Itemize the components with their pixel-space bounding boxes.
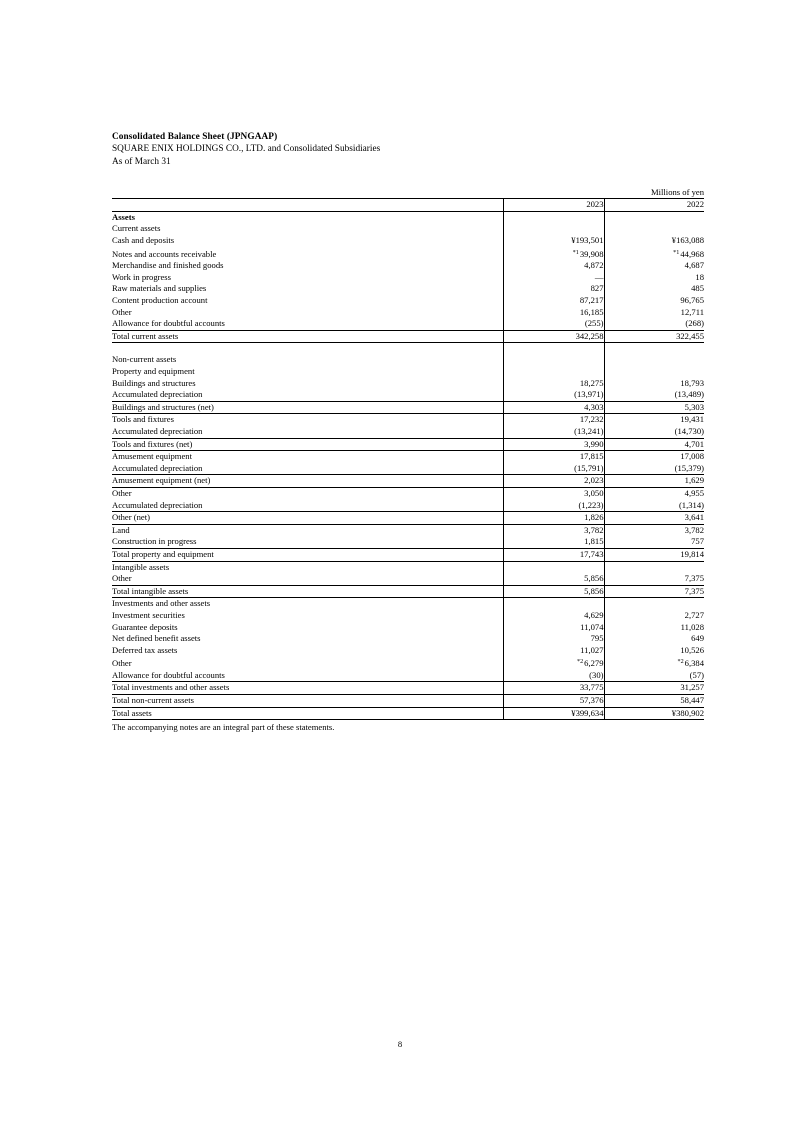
table-header-row <box>112 199 704 212</box>
table-row <box>112 598 704 610</box>
table-row <box>112 378 704 390</box>
table-row <box>112 307 704 319</box>
cell-amount-2023: 827 <box>503 283 604 295</box>
table-spacer-row <box>112 343 704 355</box>
cell-amount-2022: 485 <box>604 283 704 295</box>
cell-amount-2022: 3,782 <box>604 524 704 536</box>
cell-amount-2022 <box>604 366 704 378</box>
cell-amount-2022: $^{*2}$6,384 <box>604 656 704 670</box>
cell-line-item: Buildings and structures <box>112 377 196 388</box>
cell-amount-2022: 4,701 <box>604 438 704 451</box>
cell-line-item: Total property and equipment <box>112 548 503 561</box>
cell-line-item: Amusement equipment (net) <box>112 475 503 488</box>
cell-amount-2023: 57,376 <box>503 695 604 708</box>
cell-line-item: Total investments and other assets <box>112 682 503 695</box>
cell-line-item: Work in progress <box>112 271 171 282</box>
cell-line-item: Deferred tax assets <box>112 644 178 655</box>
table-row <box>112 561 704 573</box>
cell-line-item: Total non-current assets <box>112 695 503 708</box>
cell-line-item: Construction in progress <box>112 536 197 547</box>
table-row <box>112 622 704 634</box>
cell-amount-2022: 10,526 <box>604 645 704 657</box>
cell-line-item: Tools and fixtures <box>112 414 174 425</box>
cell-line-item: Intangible assets <box>112 561 170 572</box>
cell-amount-2023: 11,074 <box>503 622 604 634</box>
cell-amount-2023 <box>503 211 604 223</box>
table-row <box>112 272 704 284</box>
column-header-label <box>112 199 503 212</box>
column-header-2023: 2023 <box>503 199 604 212</box>
cell-amount-2023: 4,629 <box>503 610 604 622</box>
cell-amount-2023: 33,775 <box>503 682 604 695</box>
cell-amount-2022: 4,687 <box>604 260 704 272</box>
table-row <box>112 536 704 548</box>
cell-line-item: Notes and accounts receivable <box>112 248 217 259</box>
cell-amount-2022: (1,314) <box>604 500 704 512</box>
cell-amount-2023: 3,782 <box>503 524 604 536</box>
cell-amount-2022: 2,727 <box>604 610 704 622</box>
table-row <box>112 426 704 438</box>
table-row <box>112 585 704 598</box>
cell-line-item: Other <box>112 306 132 317</box>
table-row <box>112 366 704 378</box>
cell-amount-2023: 4,872 <box>503 260 604 272</box>
table-header <box>112 199 704 212</box>
cell-amount-2022: 31,257 <box>604 682 704 695</box>
table-row <box>112 438 704 451</box>
cell-line-item: Cash and deposits <box>112 235 175 245</box>
cell-amount-2023: $^{*1}$39,908 <box>503 247 604 261</box>
balance-sheet-table <box>112 198 704 720</box>
cell-amount-2023: (30) <box>503 670 604 682</box>
cell-amount-2023: ¥399,634 <box>503 707 604 720</box>
cell-line-item: Assets <box>112 211 135 222</box>
cell-amount-2022 <box>604 561 704 573</box>
cell-amount-2023: (13,241) <box>503 426 604 438</box>
table-row <box>112 295 704 307</box>
cell-amount-2022: (13,489) <box>604 389 704 401</box>
cell-line-item: Accumulated depreciation <box>112 426 203 436</box>
page-title: Consolidated Balance Sheet (JPNGAAP) <box>112 132 278 142</box>
cell-line-item: Allowance for doubtful accounts <box>112 318 225 329</box>
cell-amount-2022: 96,765 <box>604 295 704 307</box>
column-header-2022: 2022 <box>604 199 704 212</box>
cell-amount-2023: 11,027 <box>503 645 604 657</box>
cell-amount-2022: 7,375 <box>604 573 704 585</box>
table-row <box>112 235 704 247</box>
units-label: Millions of yen <box>651 187 704 198</box>
cell-amount-2022 <box>604 598 704 610</box>
cell-amount-2022: 12,711 <box>604 307 704 319</box>
footnote-marker: *2 <box>677 658 684 666</box>
table-row <box>112 260 704 272</box>
table-row <box>112 330 704 343</box>
cell-amount-2022: 4,955 <box>604 487 704 499</box>
spacer-label <box>112 343 503 355</box>
cell-amount-2022: 58,447 <box>604 695 704 708</box>
table-row <box>112 707 704 720</box>
table-row <box>112 548 704 561</box>
table-body <box>112 211 704 719</box>
cell-amount-2022: (15,379) <box>604 463 704 475</box>
cell-amount-2022: ¥163,088 <box>604 235 704 247</box>
cell-line-item: Amusement equipment <box>112 451 192 462</box>
cell-amount-2022: (268) <box>604 318 704 330</box>
cell-line-item: Other <box>112 487 132 498</box>
cell-amount-2023 <box>503 223 604 235</box>
cell-line-item: Investments and other assets <box>112 598 211 609</box>
accompanying-notes: The accompanying notes are an integral part of these statements. <box>112 722 335 733</box>
cell-amount-2023: 1,815 <box>503 536 604 548</box>
cell-amount-2022: 19,814 <box>604 548 704 561</box>
cell-line-item: Total intangible assets <box>112 585 503 598</box>
cell-amount-2023: (255) <box>503 318 604 330</box>
table-row <box>112 318 704 330</box>
cell-line-item: Total assets <box>112 707 503 720</box>
cell-amount-2022: 5,303 <box>604 401 704 414</box>
table-row <box>112 283 704 295</box>
cell-line-item: Land <box>112 524 130 535</box>
cell-amount-2023: 17,815 <box>503 451 604 463</box>
cell-amount-2022: 18 <box>604 272 704 284</box>
cell-amount-2023: 795 <box>503 633 604 645</box>
cell-amount-2022: (57) <box>604 670 704 682</box>
cell-amount-2023: (13,971) <box>503 389 604 401</box>
cell-amount-2022: 322,455 <box>604 330 704 343</box>
cell-amount-2023: $^{*2}$6,279 <box>503 656 604 670</box>
cell-amount-2022: $^{*1}$44,968 <box>604 247 704 261</box>
cell-amount-2022: 1,629 <box>604 475 704 488</box>
spacer-2022 <box>604 343 704 355</box>
table-row <box>112 573 704 585</box>
cell-amount-2023: 17,232 <box>503 414 604 426</box>
cell-line-item: Raw materials and supplies <box>112 283 207 294</box>
cell-amount-2023: 2,023 <box>503 475 604 488</box>
table-row <box>112 633 704 645</box>
cell-amount-2022 <box>604 223 704 235</box>
cell-amount-2023: (1,223) <box>503 500 604 512</box>
cell-amount-2023: — <box>503 272 604 284</box>
cell-line-item: Non-current assets <box>112 354 177 365</box>
cell-amount-2023: 16,185 <box>503 307 604 319</box>
table-row <box>112 389 704 401</box>
cell-amount-2022: ¥380,902 <box>604 707 704 720</box>
cell-amount-2023: 342,258 <box>503 330 604 343</box>
table-row <box>112 512 704 525</box>
cell-amount-2022: 7,375 <box>604 585 704 598</box>
table-row <box>112 670 704 682</box>
cell-amount-2023 <box>503 354 604 366</box>
table-row <box>112 682 704 695</box>
cell-line-item: Other <box>112 658 132 669</box>
cell-line-item: Accumulated depreciation <box>112 499 203 510</box>
cell-amount-2023: 4,303 <box>503 401 604 414</box>
cell-amount-2023 <box>503 598 604 610</box>
table-row <box>112 451 704 463</box>
footnote-marker: *1 <box>673 248 680 256</box>
table-row <box>112 656 704 670</box>
cell-amount-2022: 11,028 <box>604 622 704 634</box>
cell-line-item: Accumulated depreciation <box>112 389 203 400</box>
cell-line-item: Current assets <box>112 223 161 234</box>
table-row <box>112 354 704 366</box>
table-row <box>112 463 704 475</box>
cell-amount-2023 <box>503 561 604 573</box>
cell-line-item: Net defined benefit assets <box>112 633 201 644</box>
cell-amount-2023: 18,275 <box>503 378 604 390</box>
reporting-period: As of March 31 <box>112 156 171 167</box>
table-row <box>112 211 704 223</box>
table-row <box>112 223 704 235</box>
footnote-marker: *1 <box>572 248 579 256</box>
cell-amount-2023: 3,990 <box>503 438 604 451</box>
cell-line-item: Content production account <box>112 294 208 305</box>
cell-amount-2022: 3,641 <box>604 512 704 525</box>
spacer-2023 <box>503 343 604 355</box>
cell-amount-2022: 17,008 <box>604 451 704 463</box>
cell-line-item: Accumulated depreciation <box>112 462 203 473</box>
table-row <box>112 414 704 426</box>
table-row <box>112 524 704 536</box>
cell-line-item: Guarantee deposits <box>112 621 178 632</box>
cell-line-item: Allowance for doubtful accounts <box>112 669 225 680</box>
cell-line-item: Other (net) <box>112 512 503 525</box>
cell-line-item: Merchandise and finished goods <box>112 260 224 271</box>
cell-amount-2022: (14,730) <box>604 426 704 438</box>
page-number: 8 <box>397 1039 403 1049</box>
footnote-marker: *2 <box>576 658 584 666</box>
cell-amount-2023 <box>503 366 604 378</box>
cell-amount-2022: 757 <box>604 536 704 548</box>
cell-line-item: Buildings and structures (net) <box>112 401 503 414</box>
cell-amount-2023: 17,743 <box>503 548 604 561</box>
cell-amount-2023: (15,791) <box>503 463 604 475</box>
table-row <box>112 500 704 512</box>
cell-amount-2023: 87,217 <box>503 295 604 307</box>
table-row <box>112 645 704 657</box>
table-row <box>112 475 704 488</box>
cell-amount-2023: ¥193,501 <box>503 235 604 247</box>
cell-amount-2022 <box>604 211 704 223</box>
cell-amount-2023: 3,050 <box>503 487 604 499</box>
cell-line-item: Other <box>112 573 132 584</box>
table-row <box>112 610 704 622</box>
cell-amount-2022: 18,793 <box>604 378 704 390</box>
cell-line-item: Total current assets <box>112 330 503 343</box>
cell-amount-2022: 649 <box>604 633 704 645</box>
cell-amount-2023: 5,856 <box>503 573 604 585</box>
cell-amount-2023: 5,856 <box>503 585 604 598</box>
table-row <box>112 695 704 708</box>
cell-amount-2022: 19,431 <box>604 414 704 426</box>
cell-amount-2023: 1,826 <box>503 512 604 525</box>
company-subtitle: SQUARE ENIX HOLDINGS CO., LTD. and Consolidated Subsidiaries <box>112 144 381 155</box>
table-row <box>112 247 704 261</box>
cell-line-item: Property and equipment <box>112 366 195 377</box>
cell-amount-2022 <box>604 354 704 366</box>
cell-line-item: Investment securities <box>112 609 185 620</box>
table-row <box>112 487 704 499</box>
table-row <box>112 401 704 414</box>
document-body <box>112 131 704 734</box>
cell-line-item: Tools and fixtures (net) <box>112 438 503 451</box>
